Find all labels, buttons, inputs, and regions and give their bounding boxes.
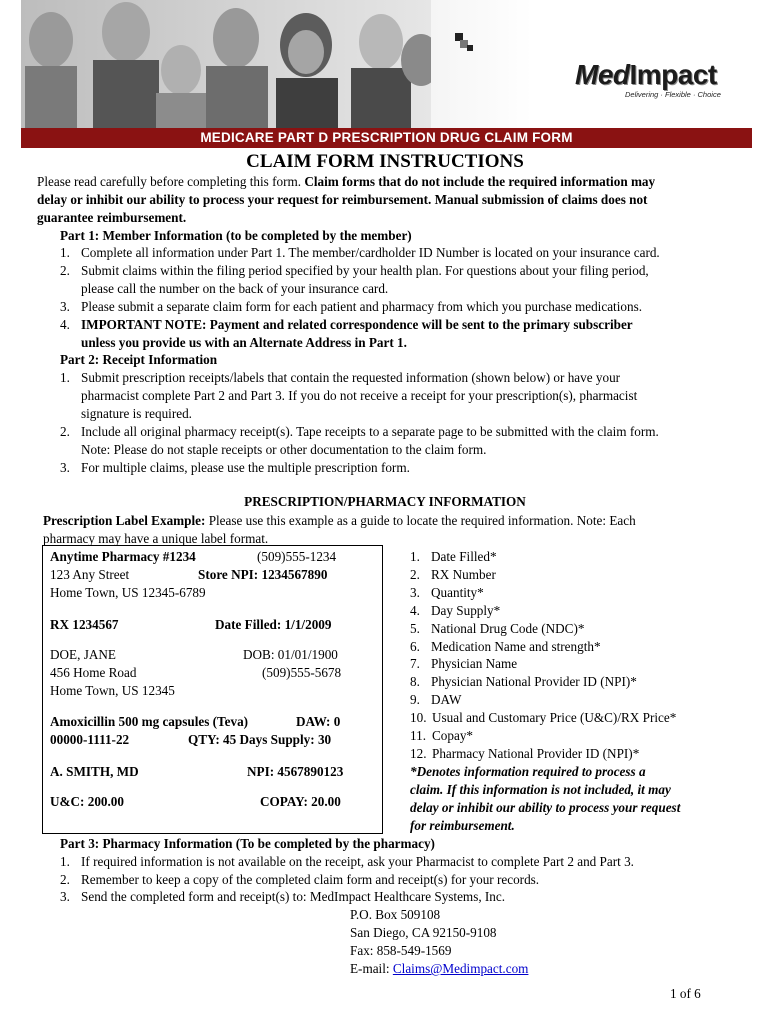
list-item-text: Include all original pharmacy receipt(s). Tape receipts to a separate page to be submitted with the claim form. <box>81 424 659 439</box>
label-patient-phone: (509)555-5678 <box>262 665 342 680</box>
mailing-address-line: San Diego, CA 92150-9108 <box>350 925 497 940</box>
label-pharmacy-city: Home Town, US 12345-6789 <box>50 585 206 600</box>
required-item-number: 7. <box>410 656 420 672</box>
family-photo-image <box>21 0 431 128</box>
required-item-text: Usual and Customary Price (U&C)/RX Price* <box>432 710 677 726</box>
label-copay: COPAY: 20.00 <box>260 794 341 809</box>
logo-square <box>467 45 473 51</box>
list-item-text: Complete all information under Part 1. The member/cardholder ID Number is located on your insurance card. <box>81 245 660 260</box>
required-item-number: 6. <box>410 638 420 654</box>
list-item-text: Submit claims within the filing period specified by your health plan. For questions about your filing period, <box>81 263 649 278</box>
label-physician-npi: NPI: 4567890123 <box>247 764 344 779</box>
email-label: E-mail: <box>350 961 393 976</box>
part1-heading: Part 1: Member Information (to be completed by the member) <box>60 228 412 243</box>
required-item-text: Physician National Provider ID (NPI)* <box>431 674 637 690</box>
email-line <box>350 960 528 978</box>
list-item-text: signature is required. <box>81 406 192 421</box>
label-patient-city: Home Town, US 12345 <box>50 683 175 698</box>
required-item-number: 10. <box>410 710 427 726</box>
required-item-number: 2. <box>410 566 420 582</box>
list-item-number: 3. <box>60 460 70 475</box>
label-pharmacy-address: 123 Any Street <box>50 567 130 582</box>
required-item-number: 8. <box>410 674 420 690</box>
list-item-text: IMPORTANT NOTE: Payment and related correspondence will be sent to the primary subscriber <box>81 317 633 332</box>
label-example-intro: Prescription Label Example: Please use this example as a guide to locate the required information. Note: Each <box>43 513 636 528</box>
list-item-text: pharmacist complete Part 2 and Part 3. If you do not receive a receipt for your prescription(s), pharmacist <box>81 388 638 403</box>
list-item-number: 3. <box>60 889 70 904</box>
label-date-filled: Date Filled: 1/1/2009 <box>215 617 332 632</box>
required-item-number: 4. <box>410 602 420 618</box>
required-item-number: 12. <box>410 745 427 761</box>
label-pharmacy-name: Anytime Pharmacy #1234 <box>50 549 196 564</box>
required-item-number: 3. <box>410 584 420 600</box>
list-item-text: For multiple claims, please use the multiple prescription form. <box>81 460 410 475</box>
fax-number: Fax: 858-549-1569 <box>350 943 452 958</box>
label-rx-number: RX 1234567 <box>50 617 119 632</box>
intro-line-1: Please read carefully before completing this form. Claim forms that do not include the required information may <box>37 174 656 189</box>
logo-tagline: Delivering · Flexible · Choice <box>625 90 721 99</box>
page-title: CLAIM FORM INSTRUCTIONS <box>246 151 524 172</box>
form-banner: MEDICARE PART D PRESCRIPTION DRUG CLAIM FORM <box>21 128 752 148</box>
required-item-text: Quantity* <box>431 584 484 600</box>
list-item-text: If required information is not available on the receipt, ask your Pharmacist to complete Part 2 and Part 3. <box>81 854 634 869</box>
list-item-number: 2. <box>60 424 70 439</box>
list-item-text: please call the number on the back of your insurance card. <box>81 281 389 296</box>
medimpact-logo <box>565 33 735 105</box>
required-item-text: Date Filled* <box>431 549 497 564</box>
required-note-line: for reimbursement. <box>410 818 515 833</box>
list-item-text: unless you provide us with an Alternate Address in Part 1. <box>81 335 407 350</box>
required-item-number: 9. <box>410 692 420 708</box>
intro-line-3: guarantee reimbursement. <box>37 210 187 225</box>
label-patient-address: 456 Home Road <box>50 665 137 680</box>
list-item-number: 4. <box>60 317 70 332</box>
list-item-text: Please submit a separate claim form for each patient and pharmacy from which you purchase medications. <box>81 299 642 314</box>
required-item-text: Copay* <box>432 728 474 743</box>
required-item-text: RX Number <box>431 566 496 582</box>
label-patient-name: DOE, JANE <box>50 647 116 662</box>
required-item-text: Day Supply* <box>431 602 501 618</box>
list-item-text: Note: Please do not staple receipts or other documentation to the claim form. <box>81 442 487 457</box>
mailing-address-line: P.O. Box 509108 <box>350 907 441 922</box>
label-quantity: QTY: 45 Days Supply: 30 <box>188 732 332 747</box>
list-item-number: 1. <box>60 245 70 260</box>
label-example-intro-2: pharmacy may have a unique label format. <box>43 531 269 546</box>
label-patient-dob: DOB: 01/01/1900 <box>243 647 338 662</box>
list-item-number: 1. <box>60 854 70 869</box>
part3-heading: Part 3: Pharmacy Information (To be completed by the pharmacy) <box>60 836 435 851</box>
intro-line-2: delay or inhibit our ability to process your request for reimbursement. Manual submission of claims does not <box>37 192 648 207</box>
required-item-number: 11. <box>410 728 426 743</box>
email-link[interactable]: Claims@Medimpact.com <box>392 961 529 976</box>
required-item-number: 1. <box>410 549 420 564</box>
page-number: 1 of 6 <box>670 986 701 1001</box>
required-item-text: Medication Name and strength* <box>431 638 601 654</box>
required-item-number: 5. <box>410 620 420 636</box>
label-daw: DAW: 0 <box>296 714 341 729</box>
required-item-text: Physician Name <box>431 656 518 672</box>
logo-wordmark: MedImpact <box>575 59 717 90</box>
list-item-number: 2. <box>60 872 70 887</box>
required-item-text: DAW <box>431 692 462 708</box>
label-drug-name: Amoxicillin 500 mg capsules (Teva) <box>50 714 249 729</box>
list-item-text: Remember to keep a copy of the completed claim form and receipt(s) for your records. <box>81 872 540 887</box>
label-physician: A. SMITH, MD <box>50 764 139 779</box>
list-item-text: Send the completed form and receipt(s) to: MedImpact Healthcare Systems, Inc. <box>81 889 506 904</box>
label-uc-price: U&C: 200.00 <box>50 794 124 809</box>
required-note-line: delay or inhibit our ability to process your request <box>410 800 681 815</box>
label-ndc: 00000-1111-22 <box>50 732 130 747</box>
list-item-number: 1. <box>60 370 70 385</box>
required-item-text: Pharmacy National Provider ID (NPI)* <box>432 745 640 761</box>
rx-section-heading: PRESCRIPTION/PHARMACY INFORMATION <box>244 494 526 509</box>
label-pharmacy-phone: (509)555-1234 <box>257 549 337 564</box>
label-store-npi: Store NPI: 1234567890 <box>198 567 328 582</box>
family-photo <box>21 0 431 128</box>
required-note-line: *Denotes information required to process a <box>410 764 646 779</box>
list-item-text: Submit prescription receipts/labels that contain the requested information (shown below) or have your <box>81 370 621 385</box>
list-item-number: 3. <box>60 299 70 314</box>
required-item-text: National Drug Code (NDC)* <box>431 620 585 636</box>
required-note-line: claim. If this information is not included, it may <box>410 782 671 797</box>
part2-heading: Part 2: Receipt Information <box>60 352 218 367</box>
list-item-number: 2. <box>60 263 70 278</box>
